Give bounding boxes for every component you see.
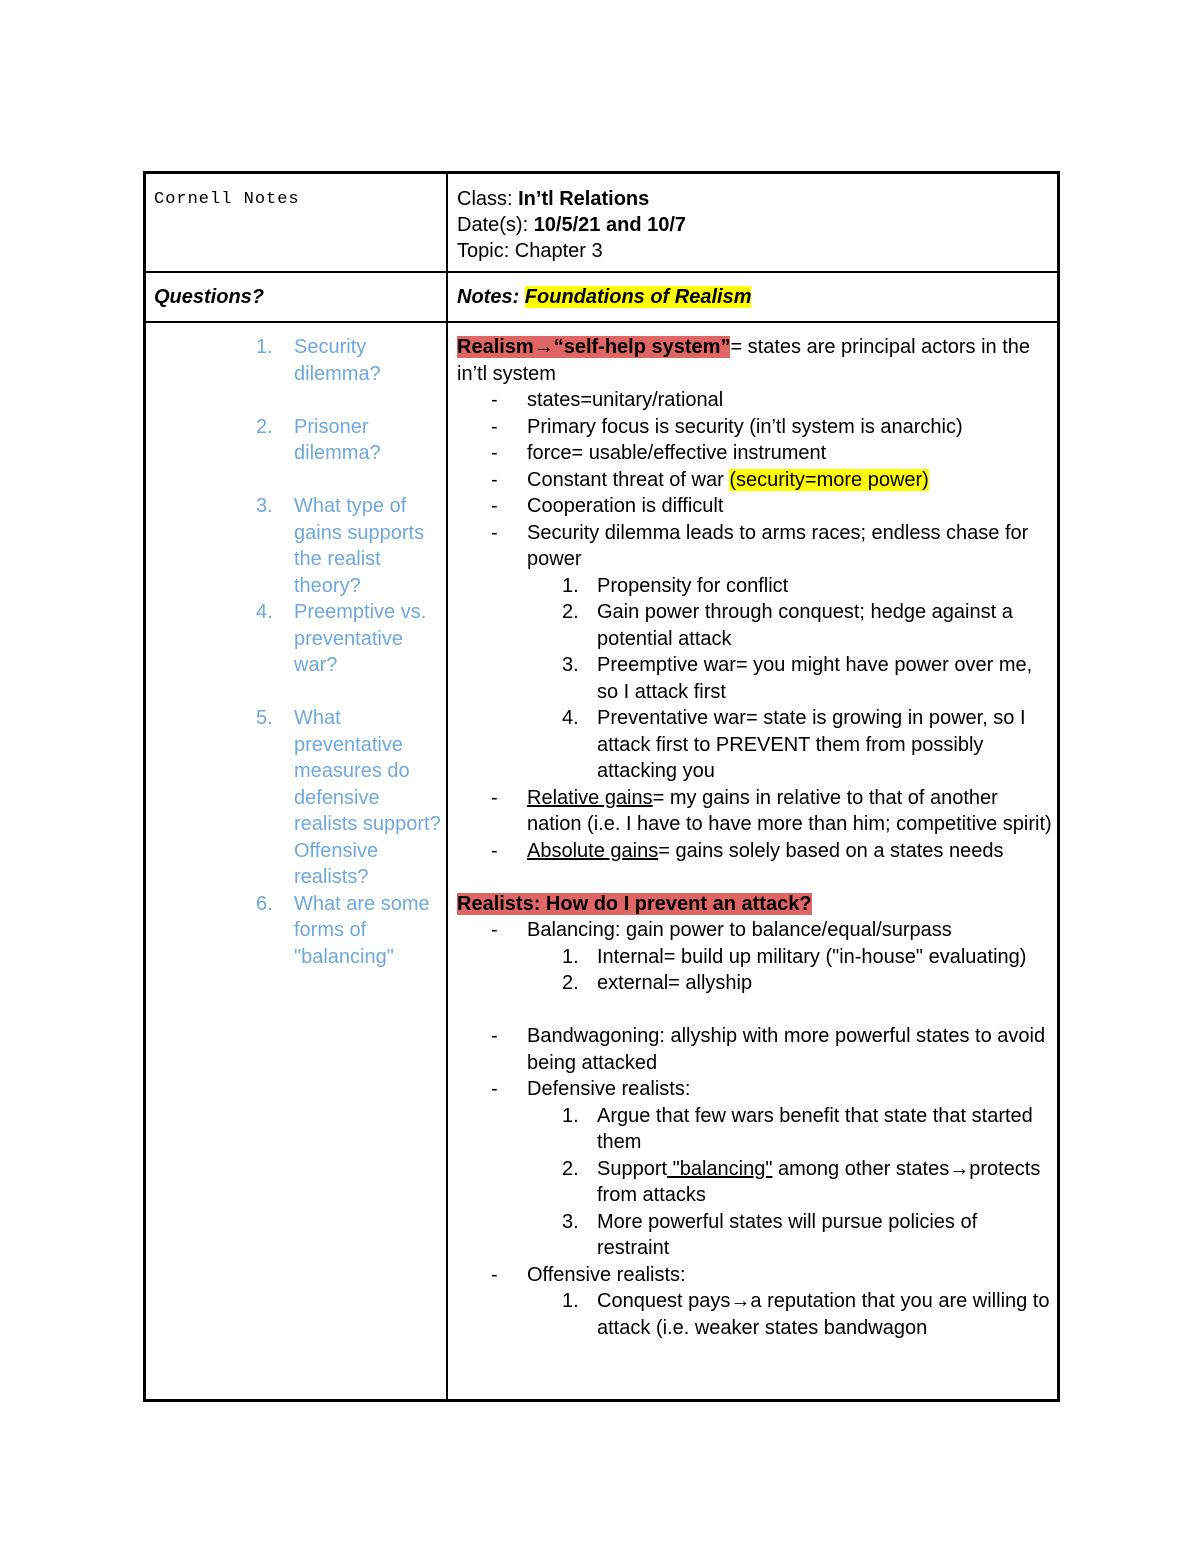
note-bullet: - Security dilemma leads to arms races; endless chase for power [491, 521, 1029, 570]
notes-label: Notes: Foundations of Realism [457, 286, 752, 308]
document-title: Cornell Notes [154, 190, 300, 209]
note-subitem: 2. Gain power through conquest; hedge against a potential attack [562, 601, 1013, 650]
question-item: 6. What are some forms of "balancing" [256, 892, 430, 968]
note-bullet: - Cooperation is difficult [491, 495, 724, 517]
cornell-notes-table [143, 171, 1060, 1402]
note-bullet: - Defensive realists: [491, 1078, 691, 1100]
note-subitem: 1. Internal= build up military ("in-house" evaluating) [562, 945, 1027, 968]
note-bullet: - Relative gains= my gains in relative to that of another nation (i.e. I have to have more than him; competitive spirit) [491, 786, 1052, 835]
note-bullet: - Balancing: gain power to balance/equal/surpass [491, 919, 952, 941]
realism-definition: Realism→“self-help system”= states are principal actors in the in’tl system [457, 336, 1031, 385]
class-line: Class: In’tl Relations [457, 188, 650, 210]
note-subitem: 2. Support "balancing" among other states→protects from attacks [562, 1157, 1041, 1206]
header-divider [146, 271, 1057, 273]
note-bullet: - force= usable/effective instrument [491, 442, 827, 464]
absolute-gains-term: Absolute gains [527, 839, 659, 862]
note-subitem: 1. Conquest pays→a reputation that you are willing to attack (i.e. weaker states bandwagon [562, 1290, 1050, 1339]
notes-column [457, 334, 1052, 1341]
questions-label: Questions? [154, 286, 265, 308]
note-bullet: - Primary focus is security (in’tl system is anarchic) [491, 415, 963, 438]
war-highlight: (security=more power) [729, 468, 929, 491]
column-divider [446, 174, 448, 1399]
note-bullet: - states=unitary/rational [491, 389, 724, 411]
note-subitem: 4. Preventative war= state is growing in power, so I attack first to PREVENT them from possibly attacking you [562, 707, 1026, 782]
labels-divider [146, 321, 1057, 323]
note-bullet: - Constant threat of war (security=more power) [491, 468, 929, 491]
topic-line: Topic: Chapter 3 [457, 240, 603, 262]
note-subitem: 3. More powerful states will pursue policies of restraint [562, 1210, 978, 1259]
note-bullet: - Bandwagoning: allyship with more powerful states to avoid being attacked [491, 1025, 1046, 1074]
note-subitem: 3. Preemptive war= you might have power over me, so I attack first [562, 654, 1033, 703]
note-subitem: 2. external= allyship [562, 972, 753, 994]
relative-gains-term: Relative gains [527, 786, 653, 809]
header-info [457, 186, 686, 264]
question-item: 2. Prisoner dilemma? [256, 415, 381, 464]
realism-heading: Realism→“self-help system” [457, 336, 731, 358]
questions-column [256, 334, 441, 970]
notes-title: Foundations of Realism [524, 286, 752, 308]
prevent-heading: Realists: How do I prevent an attack? [457, 892, 812, 915]
class-value: In’tl Relations [518, 188, 650, 210]
question-item: 4. Preemptive vs. preventative war? [256, 601, 427, 676]
note-subitem: 1. Argue that few wars benefit that state that started them [562, 1104, 1033, 1153]
balancing-term: "balancing" [667, 1157, 773, 1180]
prevent-attack-section [457, 891, 1052, 918]
note-bullet: - Offensive realists: [491, 1263, 686, 1286]
question-item: 3. What type of gains supports the realist theory? [256, 495, 425, 597]
date-value: 10/5/21 and 10/7 [533, 214, 687, 236]
question-item: 1. Security dilemma? [256, 336, 381, 385]
note-bullet: - Absolute gains= gains solely based on a states needs [491, 839, 1004, 862]
date-line: Date(s): 10/5/21 and 10/7 [457, 214, 687, 236]
note-subitem: 1. Propensity for conflict [562, 574, 789, 597]
question-item: 5. What preventative measures do defensive realists support? Offensive realists? [256, 707, 441, 888]
